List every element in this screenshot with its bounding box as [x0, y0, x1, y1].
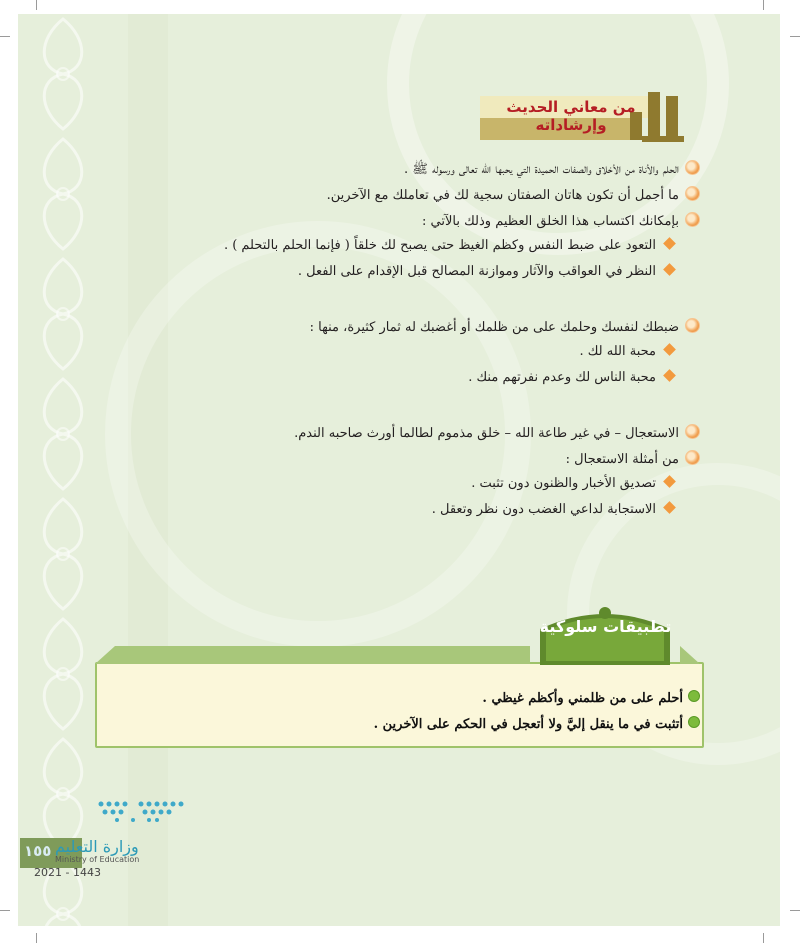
ministry-name-en: Ministry of Education — [55, 855, 140, 864]
crop-mark — [790, 36, 800, 37]
diamond-bullet-icon — [663, 343, 676, 356]
crop-mark — [36, 0, 37, 10]
list-subitem: محبة الله لك . — [579, 344, 676, 359]
crop-mark — [763, 0, 764, 10]
green-bullet-icon — [688, 690, 700, 702]
list-item: ضبطك لنفسك وحلمك على من ظلمك أو أغضبك له ثمار كثيرة، منها : — [310, 318, 700, 335]
list-subitem: النظر في العواقب والآثار وموازنة المصالح قبل الإقدام على الفعل . — [298, 264, 676, 279]
application-item: أحلم على من ظلمني وأكظم غيظي . — [482, 690, 700, 706]
orange-bullet-icon — [685, 186, 700, 201]
orange-bullet-icon — [685, 318, 700, 333]
list-item: ما أجمل أن تكون هاتان الصفتان سجية لك في تعاملك مع الآخرين. — [327, 186, 700, 203]
header-title-line1: من معاني الحديث — [506, 98, 636, 116]
page — [18, 14, 780, 926]
header-title-line2: وإرشاداته — [535, 116, 607, 134]
crop-mark — [0, 910, 10, 911]
orange-bullet-icon — [685, 424, 700, 439]
list-item: بإمكانك اكتساب هذا الخلق العظيم وذلك بالآتي : — [422, 212, 700, 229]
list-item: من أمثلة الاستعجال : — [566, 450, 700, 467]
crop-mark — [36, 933, 37, 943]
diamond-bullet-icon — [663, 475, 676, 488]
diamond-bullet-icon — [663, 237, 676, 250]
list-subitem: الاستجابة لداعي الغضب دون نظر وتعقل . — [432, 502, 676, 517]
section-header — [470, 92, 684, 144]
list-subitem: تصديق الأخبار والظنون دون تثبت . — [471, 476, 676, 491]
diamond-bullet-icon — [663, 263, 676, 276]
ministry-name-ar: وزارة التعليم — [55, 837, 139, 856]
list-item: الحلم والأناة من الأخلاق والصفات الحميدة التي يحبها الله تعالى ورسوله ﷺ . — [404, 160, 700, 180]
list-subitem: التعود على ضبط النفس وكظم الغيظ حتى يصبح لك خلقاً ( فإنما الحلم بالتحلم ) . — [224, 238, 676, 253]
green-bullet-icon — [688, 716, 700, 728]
orange-bullet-icon — [685, 160, 700, 175]
applications-title: تطبيقات سلوكية — [539, 617, 672, 636]
page-number: ١٥٥ — [24, 842, 52, 860]
crop-mark — [0, 36, 10, 37]
orange-bullet-icon — [685, 450, 700, 465]
list-item: الاستعجال – في غير طاعة الله – خلق مذموم لطالما أورث صاحبه الندم. — [294, 424, 700, 441]
crop-mark — [763, 933, 764, 943]
ministry-logo-dots — [96, 798, 186, 832]
background-ornament — [18, 14, 780, 926]
application-item: أتثبت في ما ينقل إليَّ ولا أتعجل في الحكم على الآخرين . — [374, 716, 700, 732]
crop-mark — [790, 910, 800, 911]
orange-bullet-icon — [685, 212, 700, 227]
applications-top-band — [95, 646, 700, 664]
list-subitem: محبة الناس لك وعدم نفرتهم منك . — [468, 370, 676, 385]
ministry-year: 2021 - 1443 — [34, 866, 101, 879]
diamond-bullet-icon — [663, 369, 676, 382]
diamond-bullet-icon — [663, 501, 676, 514]
